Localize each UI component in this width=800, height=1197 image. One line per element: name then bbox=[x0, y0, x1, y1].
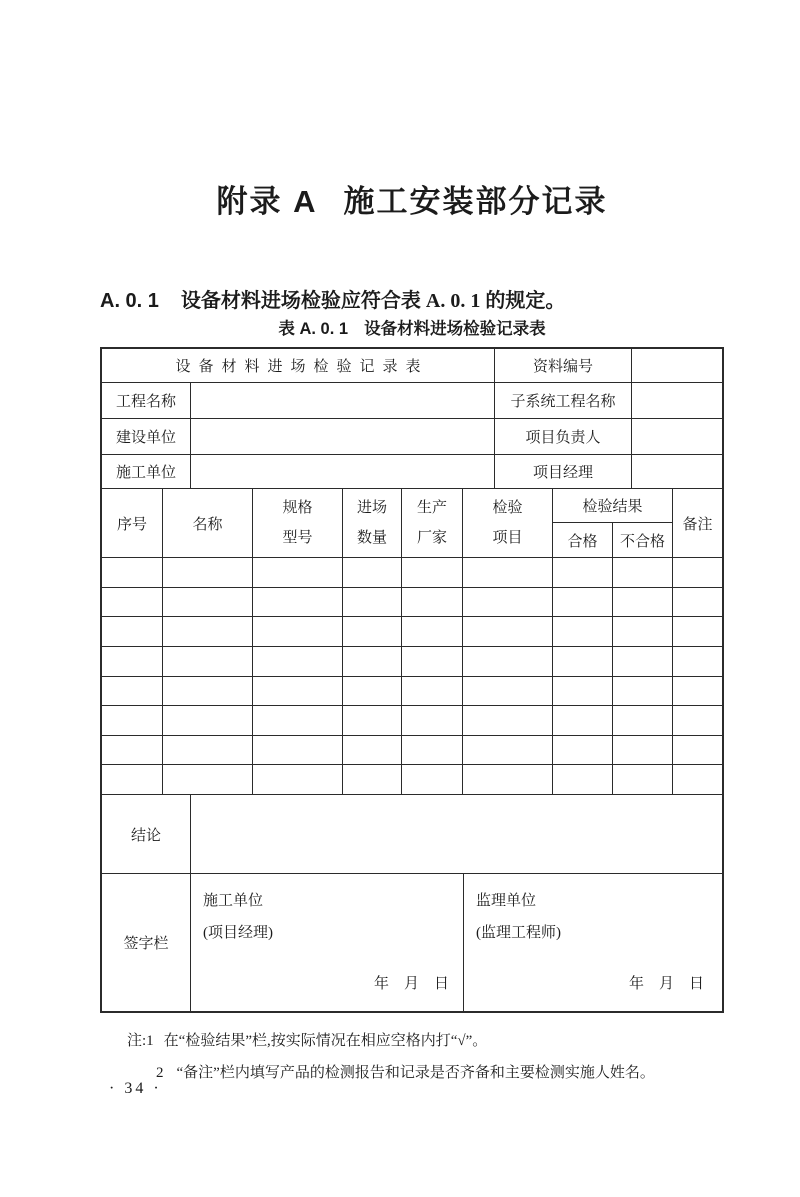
conclusion-label: 结论 bbox=[102, 795, 191, 874]
grid-empty-cell bbox=[343, 736, 402, 766]
construction-unit-sign-label: 施工单位 bbox=[203, 893, 264, 909]
spec-line1: 规格 bbox=[282, 500, 313, 516]
grid-empty-cell bbox=[613, 617, 673, 647]
grid-empty-cell bbox=[673, 558, 722, 588]
signature-supervision-cell bbox=[464, 874, 722, 1011]
signature-row bbox=[102, 874, 722, 1011]
qty-line2: 数量 bbox=[356, 530, 387, 546]
grid-empty-cell bbox=[253, 677, 343, 707]
grid-empty-cell bbox=[553, 617, 613, 647]
project-manager-label: 项目经理 bbox=[495, 455, 632, 489]
grid-empty-cell bbox=[343, 617, 402, 647]
supervision-engineer-sign-label: (监理工程师) bbox=[476, 925, 561, 942]
grid-empty-cell bbox=[163, 588, 253, 618]
grid-empty-cell bbox=[102, 617, 163, 647]
clause-text: 设备材料进场检验应符合表 A. 0. 1 的规定。 bbox=[180, 290, 566, 312]
col-header-remark: 备注 bbox=[673, 489, 722, 558]
doc-number-value bbox=[632, 349, 722, 383]
col-header-spec bbox=[253, 489, 343, 558]
appendix-label: 附录 A bbox=[216, 184, 318, 219]
signature-construction-cell bbox=[191, 874, 464, 1011]
inspection-record-table bbox=[100, 347, 724, 1013]
page-title bbox=[100, 176, 724, 221]
grid-empty-cell bbox=[463, 558, 553, 588]
owner-unit-label: 建设单位 bbox=[102, 419, 191, 455]
grid-empty-cell bbox=[673, 736, 722, 766]
col-header-seq: 序号 bbox=[102, 489, 163, 558]
grid-empty-cell bbox=[673, 647, 722, 677]
grid-empty-cell bbox=[553, 647, 613, 677]
grid-header-row bbox=[102, 489, 722, 558]
project-manager-value bbox=[632, 455, 722, 489]
grid-empty-cell bbox=[613, 736, 673, 766]
table-caption bbox=[100, 315, 724, 339]
grid-empty-cell bbox=[402, 765, 463, 795]
grid-empty-cell bbox=[553, 736, 613, 766]
table-notes bbox=[127, 1029, 757, 1082]
grid-empty-cell bbox=[402, 617, 463, 647]
construction-unit-label: 施工单位 bbox=[102, 455, 191, 489]
grid-empty-cell bbox=[613, 588, 673, 618]
supervision-date-line: 年 月 日 bbox=[628, 975, 704, 992]
grid-empty-cell bbox=[253, 647, 343, 677]
item-line1: 检验 bbox=[492, 500, 523, 516]
table-caption-title: 设备材料进场检验记录表 bbox=[364, 320, 546, 338]
col-header-manufacturer bbox=[402, 489, 463, 558]
grid-empty-cell bbox=[163, 558, 253, 588]
grid-empty-cell bbox=[463, 647, 553, 677]
table-caption-number: 表 A. 0. 1 bbox=[278, 320, 349, 338]
grid-empty-cell bbox=[673, 677, 722, 707]
note-2 bbox=[127, 1061, 757, 1082]
grid-empty-cell bbox=[253, 617, 343, 647]
grid-empty-cell bbox=[402, 677, 463, 707]
note-prefix: 注:1 bbox=[127, 1033, 154, 1049]
grid-empty-cell bbox=[402, 647, 463, 677]
grid-empty-cell bbox=[102, 558, 163, 588]
grid-empty-cell bbox=[463, 765, 553, 795]
col-header-qty bbox=[343, 489, 402, 558]
page-number: · 34 · bbox=[109, 1080, 162, 1097]
grid-empty-cell bbox=[253, 588, 343, 618]
grid-empty-cell bbox=[102, 647, 163, 677]
grid-empty-cell bbox=[463, 677, 553, 707]
spec-line2: 型号 bbox=[282, 530, 313, 546]
grid-empty-cell bbox=[253, 558, 343, 588]
form-title: 设备材料进场检验记录表 bbox=[102, 349, 495, 383]
grid-empty-cell bbox=[553, 706, 613, 736]
note-1-text: 在“检验结果”栏,按实际情况在相应空格内打“√”。 bbox=[163, 1033, 488, 1049]
grid-empty-cell bbox=[613, 558, 673, 588]
grid-empty-cell bbox=[613, 706, 673, 736]
grid-empty-cell bbox=[463, 617, 553, 647]
project-leader-label: 项目负责人 bbox=[495, 419, 632, 455]
grid-empty-cell bbox=[343, 677, 402, 707]
grid-empty-cell bbox=[463, 588, 553, 618]
grid-empty-cell bbox=[163, 677, 253, 707]
grid-empty-cell bbox=[253, 765, 343, 795]
col-header-fail: 不合格 bbox=[613, 523, 673, 558]
col-header-inspection-item bbox=[463, 489, 553, 558]
mfr-line1: 生产 bbox=[416, 500, 447, 516]
grid-body bbox=[102, 558, 722, 795]
appendix-title: 施工安装部分记录 bbox=[343, 184, 608, 219]
project-name-label: 工程名称 bbox=[102, 383, 191, 419]
grid-empty-cell bbox=[463, 706, 553, 736]
note-2-text: “备注”栏内填写产品的检测报告和记录是否齐备和主要检测实施人姓名。 bbox=[176, 1065, 655, 1081]
form-info-section bbox=[102, 349, 722, 489]
grid-empty-cell bbox=[553, 558, 613, 588]
grid-empty-cell bbox=[163, 617, 253, 647]
grid-empty-cell bbox=[343, 765, 402, 795]
grid-empty-cell bbox=[163, 706, 253, 736]
grid-empty-cell bbox=[402, 588, 463, 618]
grid-empty-cell bbox=[102, 588, 163, 618]
grid-empty-cell bbox=[102, 765, 163, 795]
col-header-result-group: 检验结果 bbox=[553, 489, 673, 523]
project-name-value bbox=[191, 383, 495, 419]
subsystem-name-value bbox=[632, 383, 722, 419]
grid-empty-cell bbox=[673, 706, 722, 736]
grid-empty-cell bbox=[673, 765, 722, 795]
qty-line1: 进场 bbox=[356, 500, 387, 516]
mfr-line2: 厂家 bbox=[416, 530, 447, 546]
grid-empty-cell bbox=[102, 706, 163, 736]
clause-a01 bbox=[100, 284, 760, 313]
clause-number: A. 0. 1 bbox=[100, 290, 159, 312]
construction-unit-value bbox=[191, 455, 495, 489]
col-header-name: 名称 bbox=[163, 489, 253, 558]
grid-empty-cell bbox=[102, 736, 163, 766]
project-leader-value bbox=[632, 419, 722, 455]
grid-empty-cell bbox=[613, 765, 673, 795]
doc-number-label: 资料编号 bbox=[495, 349, 632, 383]
grid-empty-cell bbox=[613, 677, 673, 707]
construction-date-line: 年 月 日 bbox=[373, 975, 449, 992]
grid-empty-cell bbox=[343, 706, 402, 736]
note-2-number: 2 bbox=[156, 1065, 164, 1081]
conclusion-row bbox=[102, 795, 722, 874]
grid-empty-cell bbox=[343, 588, 402, 618]
grid-empty-cell bbox=[343, 647, 402, 677]
col-header-pass: 合格 bbox=[553, 523, 613, 558]
grid-empty-cell bbox=[402, 558, 463, 588]
grid-empty-cell bbox=[553, 677, 613, 707]
grid-empty-cell bbox=[553, 765, 613, 795]
grid-empty-cell bbox=[253, 736, 343, 766]
grid-empty-cell bbox=[673, 588, 722, 618]
signature-label: 签字栏 bbox=[102, 874, 191, 1011]
subsystem-name-label: 子系统工程名称 bbox=[495, 383, 632, 419]
grid-empty-cell bbox=[163, 736, 253, 766]
grid-empty-cell bbox=[402, 706, 463, 736]
project-manager-sign-label: (项目经理) bbox=[203, 925, 273, 942]
supervision-unit-sign-label: 监理单位 bbox=[476, 893, 537, 909]
grid-empty-cell bbox=[673, 617, 722, 647]
grid-empty-cell bbox=[163, 647, 253, 677]
item-line2: 项目 bbox=[492, 530, 523, 546]
grid-empty-cell bbox=[253, 706, 343, 736]
grid-empty-cell bbox=[102, 677, 163, 707]
conclusion-value bbox=[191, 795, 722, 874]
grid-empty-cell bbox=[163, 765, 253, 795]
grid-empty-cell bbox=[463, 736, 553, 766]
owner-unit-value bbox=[191, 419, 495, 455]
grid-empty-cell bbox=[553, 588, 613, 618]
grid-empty-cell bbox=[613, 647, 673, 677]
note-1 bbox=[127, 1029, 757, 1050]
grid-empty-cell bbox=[343, 558, 402, 588]
grid-empty-cell bbox=[402, 736, 463, 766]
